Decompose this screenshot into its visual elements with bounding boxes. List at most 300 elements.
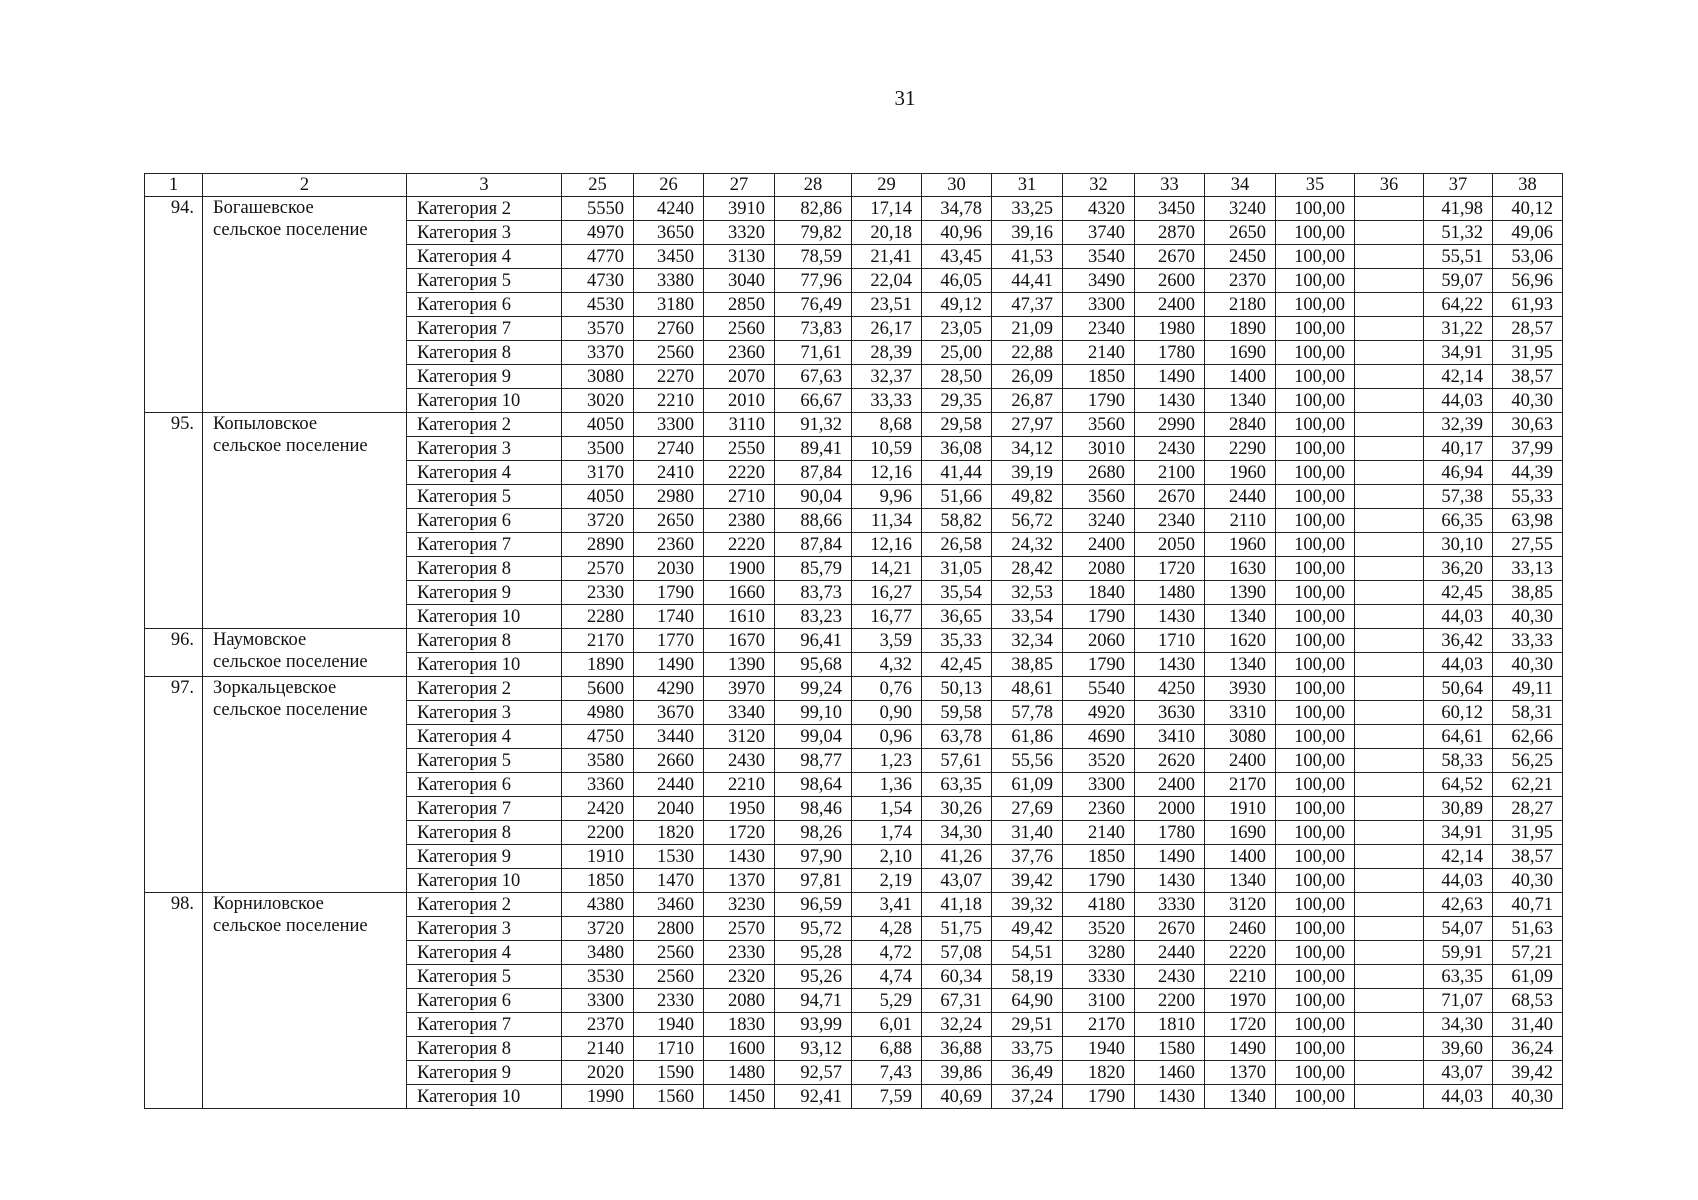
value-cell: 2760 [634, 317, 704, 341]
data-table [144, 173, 1563, 1109]
value-cell: 96,41 [775, 629, 852, 653]
value-cell: 3080 [562, 365, 634, 389]
value-cell: 2430 [1135, 965, 1205, 989]
value-cell: 1740 [634, 605, 704, 629]
value-cell: 100,00 [1276, 893, 1355, 917]
value-cell: 2340 [1063, 317, 1135, 341]
value-cell: 1810 [1135, 1013, 1205, 1037]
value-cell: 2170 [1205, 773, 1276, 797]
value-cell: 100,00 [1276, 869, 1355, 893]
value-cell: 2450 [1205, 245, 1276, 269]
value-cell: 39,86 [922, 1061, 992, 1085]
category-cell: Категория 10 [407, 389, 562, 413]
value-cell: 59,07 [1424, 269, 1493, 293]
value-cell: 71,61 [775, 341, 852, 365]
value-cell: 3010 [1063, 437, 1135, 461]
category-cell: Категория 2 [407, 413, 562, 437]
value-cell: 44,41 [992, 269, 1063, 293]
value-cell: 100,00 [1276, 461, 1355, 485]
value-cell: 1840 [1063, 581, 1135, 605]
value-cell [1355, 317, 1424, 341]
value-cell: 1660 [704, 581, 775, 605]
value-cell: 2210 [1205, 965, 1276, 989]
value-cell: 4530 [562, 293, 634, 317]
value-cell: 2,19 [852, 869, 922, 893]
value-cell: 56,72 [992, 509, 1063, 533]
category-cell: Категория 2 [407, 677, 562, 701]
value-cell: 2710 [704, 485, 775, 509]
value-cell: 3300 [562, 989, 634, 1013]
category-cell: Категория 2 [407, 197, 562, 221]
value-cell: 31,95 [1493, 341, 1563, 365]
value-cell [1355, 845, 1424, 869]
value-cell: 49,06 [1493, 221, 1563, 245]
value-cell: 32,34 [992, 629, 1063, 653]
value-cell: 3360 [562, 773, 634, 797]
value-cell: 1430 [704, 845, 775, 869]
value-cell: 67,31 [922, 989, 992, 1013]
value-cell: 3500 [562, 437, 634, 461]
value-cell: 3300 [634, 413, 704, 437]
category-cell: Категория 10 [407, 653, 562, 677]
value-cell: 2560 [634, 941, 704, 965]
value-cell: 2080 [704, 989, 775, 1013]
value-cell: 0,90 [852, 701, 922, 725]
value-cell: 3970 [704, 677, 775, 701]
value-cell: 1340 [1205, 869, 1276, 893]
value-cell: 98,64 [775, 773, 852, 797]
value-cell: 1720 [1205, 1013, 1276, 1037]
value-cell: 38,57 [1493, 845, 1563, 869]
value-cell: 1340 [1205, 605, 1276, 629]
value-cell: 2670 [1135, 917, 1205, 941]
value-cell: 36,24 [1493, 1037, 1563, 1061]
value-cell: 1900 [704, 557, 775, 581]
value-cell: 2180 [1205, 293, 1276, 317]
value-cell: 100,00 [1276, 293, 1355, 317]
value-cell: 55,56 [992, 749, 1063, 773]
value-cell: 100,00 [1276, 1061, 1355, 1085]
value-cell: 3230 [704, 893, 775, 917]
settlement-name-line: сельское поселение [213, 436, 368, 456]
category-cell: Категория 3 [407, 917, 562, 941]
value-cell [1355, 701, 1424, 725]
value-cell: 3320 [704, 221, 775, 245]
value-cell: 1580 [1135, 1037, 1205, 1061]
value-cell: 61,93 [1493, 293, 1563, 317]
value-cell: 2400 [1135, 773, 1205, 797]
column-header: 26 [634, 174, 704, 197]
value-cell: 50,64 [1424, 677, 1493, 701]
value-cell: 0,76 [852, 677, 922, 701]
value-cell: 51,32 [1424, 221, 1493, 245]
value-cell: 2460 [1205, 917, 1276, 941]
value-cell: 10,59 [852, 437, 922, 461]
value-cell: 4980 [562, 701, 634, 725]
value-cell: 2740 [634, 437, 704, 461]
value-cell: 2440 [634, 773, 704, 797]
value-cell [1355, 221, 1424, 245]
value-cell: 58,31 [1493, 701, 1563, 725]
value-cell [1355, 965, 1424, 989]
value-cell: 30,63 [1493, 413, 1563, 437]
value-cell: 83,23 [775, 605, 852, 629]
value-cell: 2320 [704, 965, 775, 989]
value-cell: 38,85 [1493, 581, 1563, 605]
value-cell: 2550 [704, 437, 775, 461]
value-cell: 3240 [1063, 509, 1135, 533]
column-header: 29 [852, 174, 922, 197]
value-cell: 2870 [1135, 221, 1205, 245]
value-cell: 2220 [1205, 941, 1276, 965]
value-cell: 2290 [1205, 437, 1276, 461]
value-cell: 5550 [562, 197, 634, 221]
value-cell: 63,78 [922, 725, 992, 749]
value-cell: 2420 [562, 797, 634, 821]
value-cell: 30,89 [1424, 797, 1493, 821]
value-cell: 36,08 [922, 437, 992, 461]
value-cell: 3340 [704, 701, 775, 725]
value-cell: 1820 [1063, 1061, 1135, 1085]
value-cell: 14,21 [852, 557, 922, 581]
value-cell: 49,12 [922, 293, 992, 317]
value-cell: 3570 [562, 317, 634, 341]
value-cell: 2430 [1135, 437, 1205, 461]
value-cell: 2050 [1135, 533, 1205, 557]
settlement-number: 97. [145, 677, 203, 893]
value-cell: 100,00 [1276, 1085, 1355, 1109]
value-cell: 73,83 [775, 317, 852, 341]
value-cell: 2850 [704, 293, 775, 317]
value-cell: 100,00 [1276, 581, 1355, 605]
value-cell: 49,82 [992, 485, 1063, 509]
value-cell: 36,49 [992, 1061, 1063, 1085]
value-cell: 4730 [562, 269, 634, 293]
category-cell: Категория 8 [407, 629, 562, 653]
column-header: 33 [1135, 174, 1205, 197]
value-cell: 24,32 [992, 533, 1063, 557]
value-cell: 2840 [1205, 413, 1276, 437]
value-cell [1355, 581, 1424, 605]
value-cell: 7,59 [852, 1085, 922, 1109]
value-cell [1355, 653, 1424, 677]
value-cell: 2440 [1205, 485, 1276, 509]
value-cell: 2010 [704, 389, 775, 413]
value-cell: 3,59 [852, 629, 922, 653]
value-cell [1355, 677, 1424, 701]
category-cell: Категория 8 [407, 1037, 562, 1061]
value-cell: 40,17 [1424, 437, 1493, 461]
value-cell: 3410 [1135, 725, 1205, 749]
value-cell: 2100 [1135, 461, 1205, 485]
value-cell: 2400 [1135, 293, 1205, 317]
value-cell: 92,41 [775, 1085, 852, 1109]
value-cell: 3240 [1205, 197, 1276, 221]
value-cell: 3300 [1063, 773, 1135, 797]
value-cell: 34,12 [992, 437, 1063, 461]
value-cell: 61,09 [992, 773, 1063, 797]
value-cell: 3540 [1063, 245, 1135, 269]
value-cell: 100,00 [1276, 365, 1355, 389]
value-cell: 91,32 [775, 413, 852, 437]
value-cell: 66,67 [775, 389, 852, 413]
value-cell: 93,99 [775, 1013, 852, 1037]
value-cell: 3450 [634, 245, 704, 269]
settlement-name-line: Наумовское [213, 630, 307, 650]
value-cell: 33,75 [992, 1037, 1063, 1061]
value-cell: 71,07 [1424, 989, 1493, 1013]
value-cell: 42,63 [1424, 893, 1493, 917]
value-cell: 46,05 [922, 269, 992, 293]
value-cell: 40,12 [1493, 197, 1563, 221]
value-cell: 2210 [634, 389, 704, 413]
value-cell: 100,00 [1276, 1037, 1355, 1061]
value-cell: 5600 [562, 677, 634, 701]
value-cell: 1720 [1135, 557, 1205, 581]
value-cell: 79,82 [775, 221, 852, 245]
value-cell: 4320 [1063, 197, 1135, 221]
value-cell: 3380 [634, 269, 704, 293]
value-cell: 89,41 [775, 437, 852, 461]
value-cell [1355, 293, 1424, 317]
value-cell: 100,00 [1276, 701, 1355, 725]
value-cell: 3310 [1205, 701, 1276, 725]
value-cell: 97,90 [775, 845, 852, 869]
value-cell: 3100 [1063, 989, 1135, 1013]
value-cell: 44,03 [1424, 869, 1493, 893]
column-header: 32 [1063, 174, 1135, 197]
value-cell: 28,39 [852, 341, 922, 365]
value-cell: 1400 [1205, 365, 1276, 389]
value-cell: 4920 [1063, 701, 1135, 725]
column-header: 38 [1493, 174, 1563, 197]
value-cell: 2270 [634, 365, 704, 389]
value-cell: 41,26 [922, 845, 992, 869]
value-cell: 40,30 [1493, 605, 1563, 629]
value-cell: 36,65 [922, 605, 992, 629]
value-cell: 64,90 [992, 989, 1063, 1013]
value-cell: 3650 [634, 221, 704, 245]
value-cell: 51,63 [1493, 917, 1563, 941]
value-cell: 2650 [634, 509, 704, 533]
value-cell: 3910 [704, 197, 775, 221]
value-cell: 100,00 [1276, 413, 1355, 437]
value-cell: 40,71 [1493, 893, 1563, 917]
value-cell: 41,98 [1424, 197, 1493, 221]
value-cell: 63,98 [1493, 509, 1563, 533]
value-cell: 39,19 [992, 461, 1063, 485]
value-cell: 78,59 [775, 245, 852, 269]
value-cell: 1690 [1205, 821, 1276, 845]
value-cell: 2560 [634, 341, 704, 365]
value-cell: 22,04 [852, 269, 922, 293]
value-cell: 100,00 [1276, 341, 1355, 365]
value-cell: 34,30 [1424, 1013, 1493, 1037]
category-cell: Категория 10 [407, 605, 562, 629]
settlement-name-line: Богашевское [213, 198, 314, 218]
value-cell [1355, 245, 1424, 269]
category-cell: Категория 9 [407, 581, 562, 605]
value-cell: 1390 [1205, 581, 1276, 605]
settlement-number: 98. [145, 893, 203, 1109]
value-cell: 5540 [1063, 677, 1135, 701]
settlement-number: 95. [145, 413, 203, 629]
value-cell: 2680 [1063, 461, 1135, 485]
value-cell: 2990 [1135, 413, 1205, 437]
value-cell: 44,03 [1424, 1085, 1493, 1109]
value-cell: 51,66 [922, 485, 992, 509]
settlement-number: 94. [145, 197, 203, 413]
value-cell: 100,00 [1276, 221, 1355, 245]
header-row [145, 174, 1563, 197]
settlement-name-line: Корниловское [213, 894, 324, 914]
value-cell: 1530 [634, 845, 704, 869]
value-cell: 2210 [704, 773, 775, 797]
settlement-name-line: сельское поселение [213, 220, 368, 240]
category-cell: Категория 10 [407, 1085, 562, 1109]
value-cell: 3520 [1063, 749, 1135, 773]
value-cell [1355, 1061, 1424, 1085]
value-cell: 1560 [634, 1085, 704, 1109]
value-cell: 100,00 [1276, 533, 1355, 557]
value-cell: 59,58 [922, 701, 992, 725]
value-cell [1355, 197, 1424, 221]
value-cell: 1390 [704, 653, 775, 677]
value-cell: 4,74 [852, 965, 922, 989]
value-cell: 33,54 [992, 605, 1063, 629]
value-cell: 30,10 [1424, 533, 1493, 557]
column-header: 1 [145, 174, 203, 197]
value-cell: 3530 [562, 965, 634, 989]
column-header: 28 [775, 174, 852, 197]
value-cell: 3300 [1063, 293, 1135, 317]
category-cell: Категория 5 [407, 749, 562, 773]
value-cell: 34,78 [922, 197, 992, 221]
value-cell: 1490 [1135, 845, 1205, 869]
category-cell: Категория 7 [407, 317, 562, 341]
value-cell: 26,87 [992, 389, 1063, 413]
value-cell: 83,73 [775, 581, 852, 605]
category-cell: Категория 3 [407, 437, 562, 461]
value-cell: 60,34 [922, 965, 992, 989]
value-cell: 2,10 [852, 845, 922, 869]
value-cell: 76,49 [775, 293, 852, 317]
value-cell: 1850 [1063, 365, 1135, 389]
value-cell: 1990 [562, 1085, 634, 1109]
value-cell: 99,04 [775, 725, 852, 749]
value-cell: 29,51 [992, 1013, 1063, 1037]
value-cell: 1790 [1063, 389, 1135, 413]
value-cell: 27,97 [992, 413, 1063, 437]
value-cell: 53,06 [1493, 245, 1563, 269]
value-cell: 87,84 [775, 461, 852, 485]
value-cell: 34,30 [922, 821, 992, 845]
value-cell: 3930 [1205, 677, 1276, 701]
value-cell: 31,05 [922, 557, 992, 581]
column-header: 36 [1355, 174, 1424, 197]
value-cell: 2400 [1063, 533, 1135, 557]
category-cell: Категория 10 [407, 869, 562, 893]
value-cell: 42,14 [1424, 845, 1493, 869]
value-cell: 100,00 [1276, 437, 1355, 461]
value-cell: 2660 [634, 749, 704, 773]
category-cell: Категория 7 [407, 533, 562, 557]
value-cell: 2800 [634, 917, 704, 941]
category-cell: Категория 7 [407, 797, 562, 821]
value-cell: 1780 [1135, 821, 1205, 845]
value-cell: 99,10 [775, 701, 852, 725]
value-cell: 100,00 [1276, 845, 1355, 869]
value-cell: 37,99 [1493, 437, 1563, 461]
value-cell: 2040 [634, 797, 704, 821]
category-cell: Категория 4 [407, 941, 562, 965]
value-cell: 1370 [1205, 1061, 1276, 1085]
value-cell: 3120 [704, 725, 775, 749]
value-cell [1355, 437, 1424, 461]
value-cell: 2030 [634, 557, 704, 581]
value-cell: 55,33 [1493, 485, 1563, 509]
value-cell: 2060 [1063, 629, 1135, 653]
value-cell: 100,00 [1276, 725, 1355, 749]
value-cell: 3720 [562, 509, 634, 533]
value-cell: 39,42 [992, 869, 1063, 893]
value-cell: 44,39 [1493, 461, 1563, 485]
value-cell: 100,00 [1276, 245, 1355, 269]
value-cell: 3480 [562, 941, 634, 965]
value-cell: 100,00 [1276, 917, 1355, 941]
category-cell: Категория 8 [407, 821, 562, 845]
value-cell: 22,88 [992, 341, 1063, 365]
value-cell: 1890 [1205, 317, 1276, 341]
value-cell: 1,36 [852, 773, 922, 797]
value-cell: 28,57 [1493, 317, 1563, 341]
settlement-name-line: сельское поселение [213, 652, 368, 672]
value-cell: 55,51 [1424, 245, 1493, 269]
value-cell: 1,74 [852, 821, 922, 845]
value-cell: 1770 [634, 629, 704, 653]
value-cell: 2110 [1205, 509, 1276, 533]
value-cell: 100,00 [1276, 605, 1355, 629]
value-cell: 4240 [634, 197, 704, 221]
value-cell: 17,14 [852, 197, 922, 221]
value-cell: 57,61 [922, 749, 992, 773]
value-cell [1355, 869, 1424, 893]
value-cell: 26,09 [992, 365, 1063, 389]
value-cell: 100,00 [1276, 821, 1355, 845]
value-cell: 20,18 [852, 221, 922, 245]
value-cell: 43,07 [1424, 1061, 1493, 1085]
value-cell: 1460 [1135, 1061, 1205, 1085]
value-cell: 100,00 [1276, 773, 1355, 797]
value-cell: 64,61 [1424, 725, 1493, 749]
value-cell [1355, 629, 1424, 653]
value-cell: 33,25 [992, 197, 1063, 221]
value-cell [1355, 941, 1424, 965]
column-header: 31 [992, 174, 1063, 197]
value-cell: 67,63 [775, 365, 852, 389]
value-cell: 62,66 [1493, 725, 1563, 749]
category-cell: Категория 4 [407, 245, 562, 269]
value-cell: 41,18 [922, 893, 992, 917]
value-cell: 60,12 [1424, 701, 1493, 725]
category-cell: Категория 5 [407, 965, 562, 989]
value-cell: 3450 [1135, 197, 1205, 221]
value-cell: 28,50 [922, 365, 992, 389]
value-cell: 62,21 [1493, 773, 1563, 797]
settlement-number: 96. [145, 629, 203, 677]
settlement-name [203, 677, 407, 893]
value-cell: 3180 [634, 293, 704, 317]
